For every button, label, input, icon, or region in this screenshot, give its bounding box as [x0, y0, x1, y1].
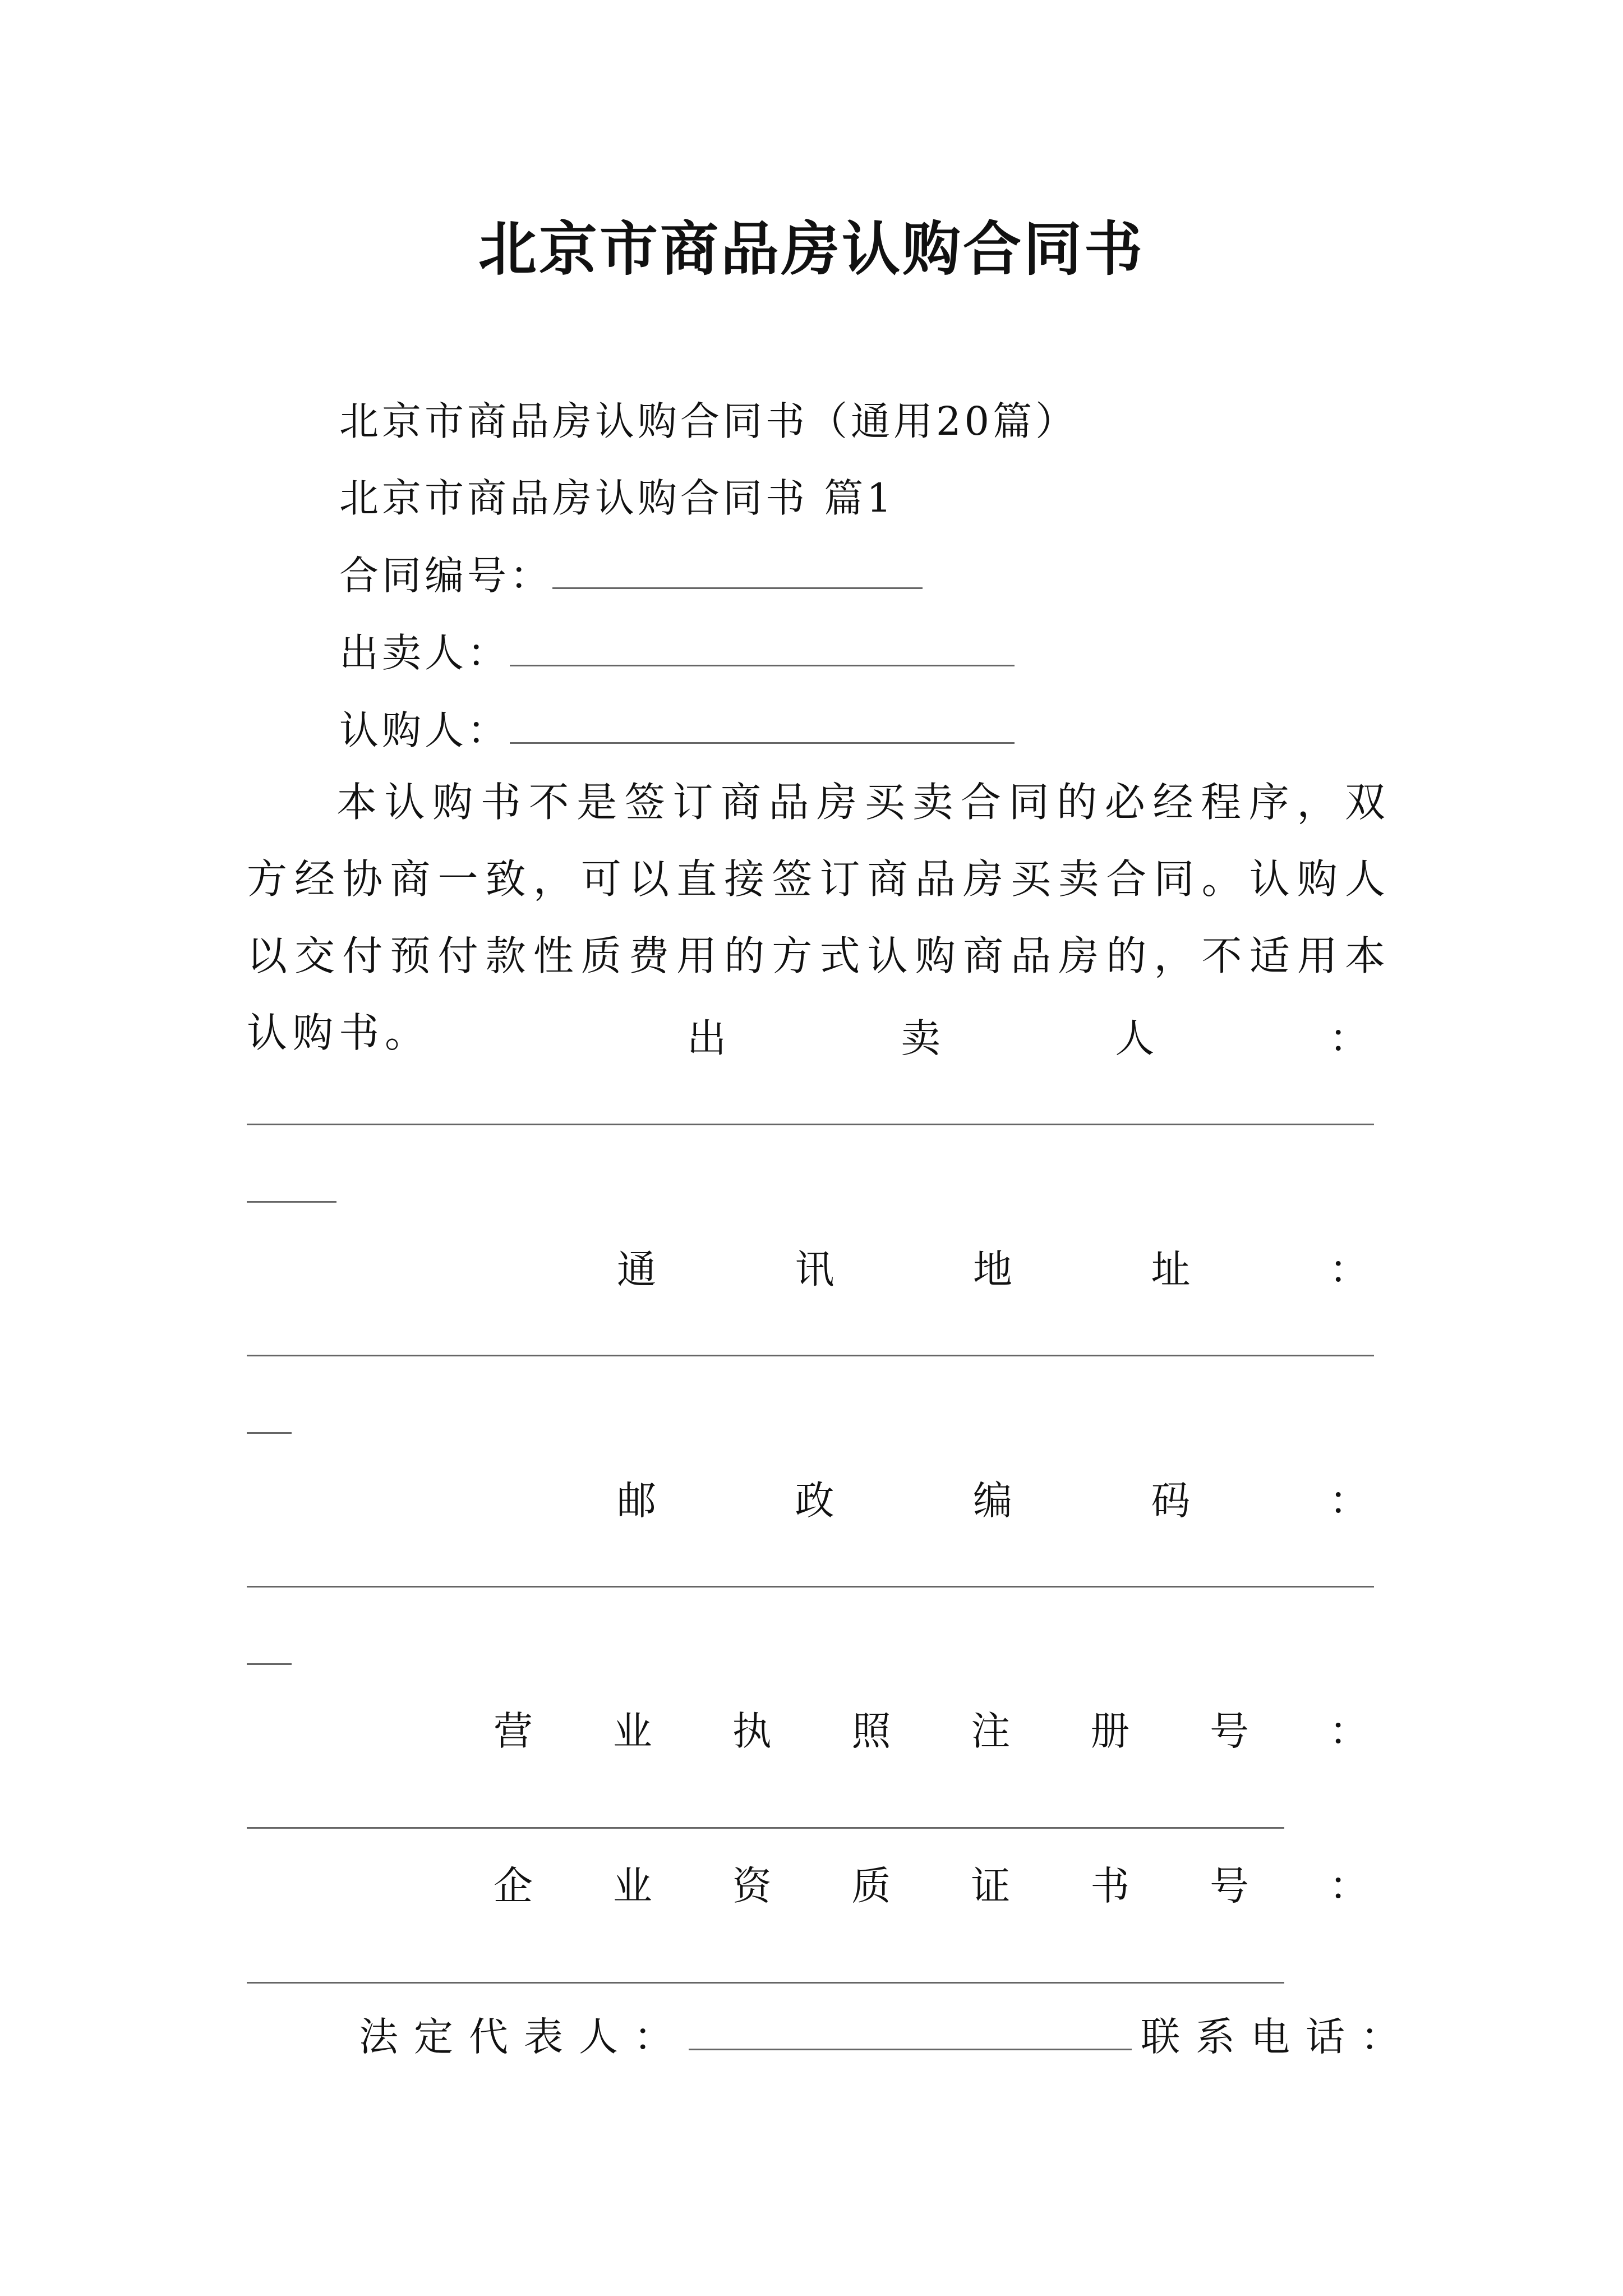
legal-representative-label: 法定代表人： [359, 2014, 689, 2060]
buyer-label: 认购人： [339, 707, 510, 753]
contract-number-blank [552, 554, 923, 589]
seller-label: 出卖人： [339, 630, 510, 676]
seller-row [339, 622, 1015, 678]
address-field-label: 通 讯 地 址 ： [617, 1246, 1368, 1292]
subtitle: 北京市商品房认购合同书（通用20篇） [339, 398, 1078, 444]
contract-number-label: 合同编号： [339, 553, 552, 599]
contract-number-row [339, 544, 923, 601]
legal-representative-blank [689, 2015, 1132, 2050]
address-blank-line [247, 1355, 1374, 1356]
legal-representative-row [359, 2005, 1415, 2062]
buyer-row [339, 699, 1015, 756]
buyer-blank [510, 708, 1015, 744]
section-heading: 北京市商品房认购合同书 篇1 [339, 475, 895, 521]
postcode-blank-line [247, 1586, 1374, 1588]
qualification-field-label: 企 业 资 质 证 书 号 ： [494, 1863, 1368, 1909]
document-title: 北京市商品房认购合同书 [478, 214, 1145, 283]
seller-field-label: 出 卖 人 ： [687, 1015, 1368, 1061]
seller-blank-tail [247, 1201, 336, 1203]
phone-label: 联系电话： [1141, 2014, 1415, 2060]
license-field-label: 营 业 执 照 注 册 号 ： [494, 1708, 1368, 1754]
qualification-blank-line [247, 1982, 1284, 1984]
postcode-blank-tail [247, 1663, 292, 1665]
seller-blank-line [247, 1124, 1374, 1125]
address-blank-tail [247, 1432, 292, 1434]
license-blank-line [247, 1827, 1284, 1829]
notice-paragraph: 本认购书不是签订商品房买卖合同的必经程序，双方经协商一致，可以直接签订商品房买卖合同。认购人以交付预付款性质费用的方式认购商品房的，不适用本认购书。 [247, 779, 1391, 1056]
seller-blank [510, 631, 1015, 666]
postcode-field-label: 邮 政 编 码 ： [617, 1478, 1368, 1524]
